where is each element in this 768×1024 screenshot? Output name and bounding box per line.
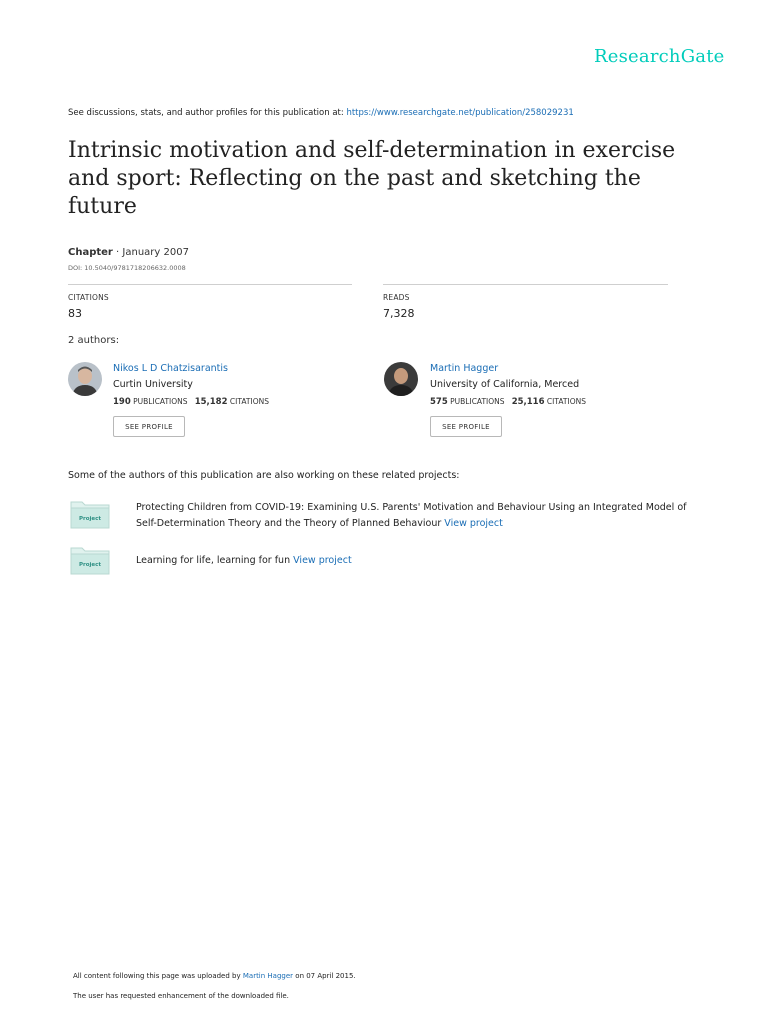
project-title: Learning for life, learning for fun	[136, 555, 291, 566]
citations-label: CITATIONS	[68, 293, 109, 302]
author-name-link[interactable]: Martin Hagger	[430, 363, 499, 374]
citations-count: 83	[68, 307, 82, 320]
project-icon-label: Project	[78, 562, 102, 568]
reads-count: 7,328	[383, 307, 415, 320]
reads-divider	[383, 284, 668, 285]
author-publications-count: 190	[113, 397, 131, 407]
publication-title: Intrinsic motivation and self-determination in exercise and sport: Reflecting on the past and sketching the future	[68, 138, 676, 219]
author-citations-label: CITATIONS	[546, 397, 586, 406]
discussion-prefix: See discussions, stats, and author profiles for this publication at:	[68, 108, 344, 118]
authors-heading: 2 authors:	[68, 335, 120, 346]
project-folder-icon[interactable]	[70, 545, 110, 575]
related-projects-heading: Some of the authors of this publication are also working on these related projects:	[68, 470, 460, 481]
project-folder-icon[interactable]	[70, 499, 110, 529]
view-project-link[interactable]: View project	[293, 555, 352, 566]
author-citations-count: 15,182	[194, 397, 228, 407]
publication-meta	[68, 247, 189, 258]
project-title: Protecting Children from COVID-19: Examining U.S. Parents' Motivation and Behaviour Using an Integrated Model of Self-Determination Theory and the Theory of Planned Behaviour	[136, 502, 687, 529]
researchgate-logo[interactable]: ResearchGate	[594, 46, 725, 67]
author-stats	[430, 397, 586, 407]
author-name-link[interactable]: Nikos L D Chatzisarantis	[113, 363, 228, 374]
author-publications-label: PUBLICATIONS	[133, 397, 188, 406]
project-item	[136, 553, 706, 569]
request-note: The user has requested enhancement of the downloaded file.	[73, 992, 289, 1000]
author-institution: Curtin University	[113, 379, 193, 390]
author-institution: University of California, Merced	[430, 379, 580, 390]
view-project-link[interactable]: View project	[444, 518, 503, 529]
upload-prefix: All content following this page was uploaded by	[73, 972, 241, 980]
see-profile-button[interactable]: SEE PROFILE	[113, 416, 185, 437]
uploader-link[interactable]: Martin Hagger	[242, 972, 294, 980]
author-publications-count: 575	[430, 397, 448, 407]
project-icon-label: Project	[78, 516, 102, 522]
citations-divider	[68, 284, 352, 285]
author-avatar-hagger[interactable]	[384, 362, 418, 396]
reads-label: READS	[383, 293, 410, 302]
author-citations-count: 25,116	[511, 397, 545, 407]
discussion-line	[68, 108, 574, 118]
publication-doi[interactable]: DOI: 10.5040/9781718206632.0008	[68, 264, 186, 272]
author-avatar-chatzisarantis[interactable]	[68, 362, 102, 396]
publication-type: Chapter	[68, 247, 113, 258]
project-item	[136, 500, 706, 532]
see-profile-button[interactable]: SEE PROFILE	[430, 416, 502, 437]
upload-note	[73, 972, 356, 980]
publication-date: · January 2007	[116, 247, 189, 258]
author-stats	[113, 397, 269, 407]
publication-url-link[interactable]: https://www.researchgate.net/publication/258029231	[346, 108, 574, 118]
author-citations-label: CITATIONS	[229, 397, 269, 406]
upload-date: on 07 April 2015.	[295, 972, 356, 980]
author-publications-label: PUBLICATIONS	[450, 397, 505, 406]
